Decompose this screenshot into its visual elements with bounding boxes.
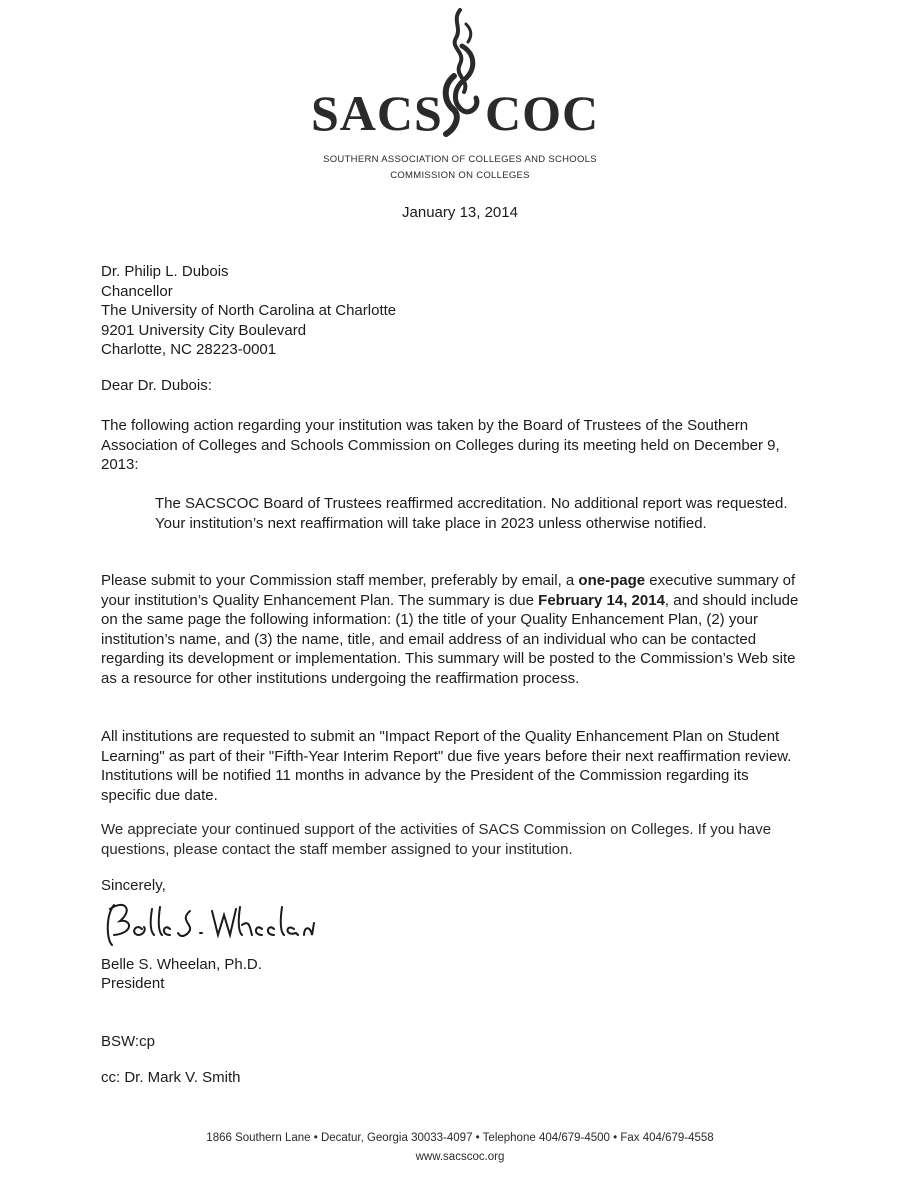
summary-text-2: executive summary of your institution’s Quality Enhancement Plan. The summary is due [101,572,796,609]
recipient-institution: The University of North Carolina at Charlotte [101,302,397,319]
signature-image [100,893,320,955]
paragraph-impact-report: All institutions are requested to submit an "Impact Report of the Quality Enhancement Plan on Student Learning" as part of their "Fifth-Year Interim Report" due five years before their next reaffirmation review. Institutions will be notified 11 months in advance by the President of the Commission regarding its specific due date. [101,728,792,804]
summary-text-3: , and should include on the same page the following information: (1) the title of your Quality Enhancement Plan, (2) your institution’s name, and (3) the name, title, and email address of an individual who can be contacted regarding its development or implementation. This summary will be posted to the Commission’s Web site as a resource for other institutions undergoing the reaffirmation process. [101,591,799,687]
recipient-name: Dr. Philip L. Dubois [101,263,229,280]
footer-website: www.sacscoc.org [415,1151,505,1163]
flame-icon [432,6,488,146]
paragraph-action-intro: The following action regarding your institution was taken by the Board of Trustees of the Southern Association of Colleges and Schools Commission on Colleges during its meeting held on December 9, 2013: [101,417,780,473]
org-name-line: SOUTHERN ASSOCIATION OF COLLEGES AND SCHOOLS [323,154,597,165]
paragraph-appreciation: We appreciate your continued support of the activities of SACS Commission on Colleges. If you have questions, please contact the staff member assigned to your institution. [101,821,772,858]
action-statement: The SACSCOC Board of Trustees reaffirmed accreditation. No additional report was requested. Your institution’s next reaffirmation will take place in 2023 unless otherwise notified. [155,495,788,532]
recipient-title: Chancellor [101,282,173,300]
cc-line: cc: Dr. Mark V. Smith [101,1069,241,1086]
salutation: Dear Dr. Dubois: [101,377,212,394]
reference-initials: BSW:cp [101,1033,155,1050]
recipient-city: Charlotte, NC 28223-0001 [101,341,277,358]
recipient-address [101,262,801,360]
paragraph-summary-request [101,571,801,688]
recipient-street: 9201 University City Boulevard [101,321,307,339]
footer-address: 1866 Southern Lane • Decatur, Georgia 30033-4097 • Telephone 404/679-4500 • Fax 404/679-4558 [206,1132,714,1144]
letter-date: January 13, 2014 [402,204,518,221]
summary-bold-due-date: February 14, 2014 [538,591,665,609]
closing: Sincerely, [101,877,166,894]
logo-left-text: SACS [311,85,443,141]
summary-bold-one-page: one-page [578,572,646,589]
logo-right-text: COC [485,85,600,141]
summary-text-1: Please submit to your Commission staff member, preferably by email, a [101,572,579,589]
signer-name: Belle S. Wheelan, Ph.D. [101,956,262,973]
signer-title: President [101,975,165,992]
org-commission-line: COMMISSION ON COLLEGES [390,170,530,181]
